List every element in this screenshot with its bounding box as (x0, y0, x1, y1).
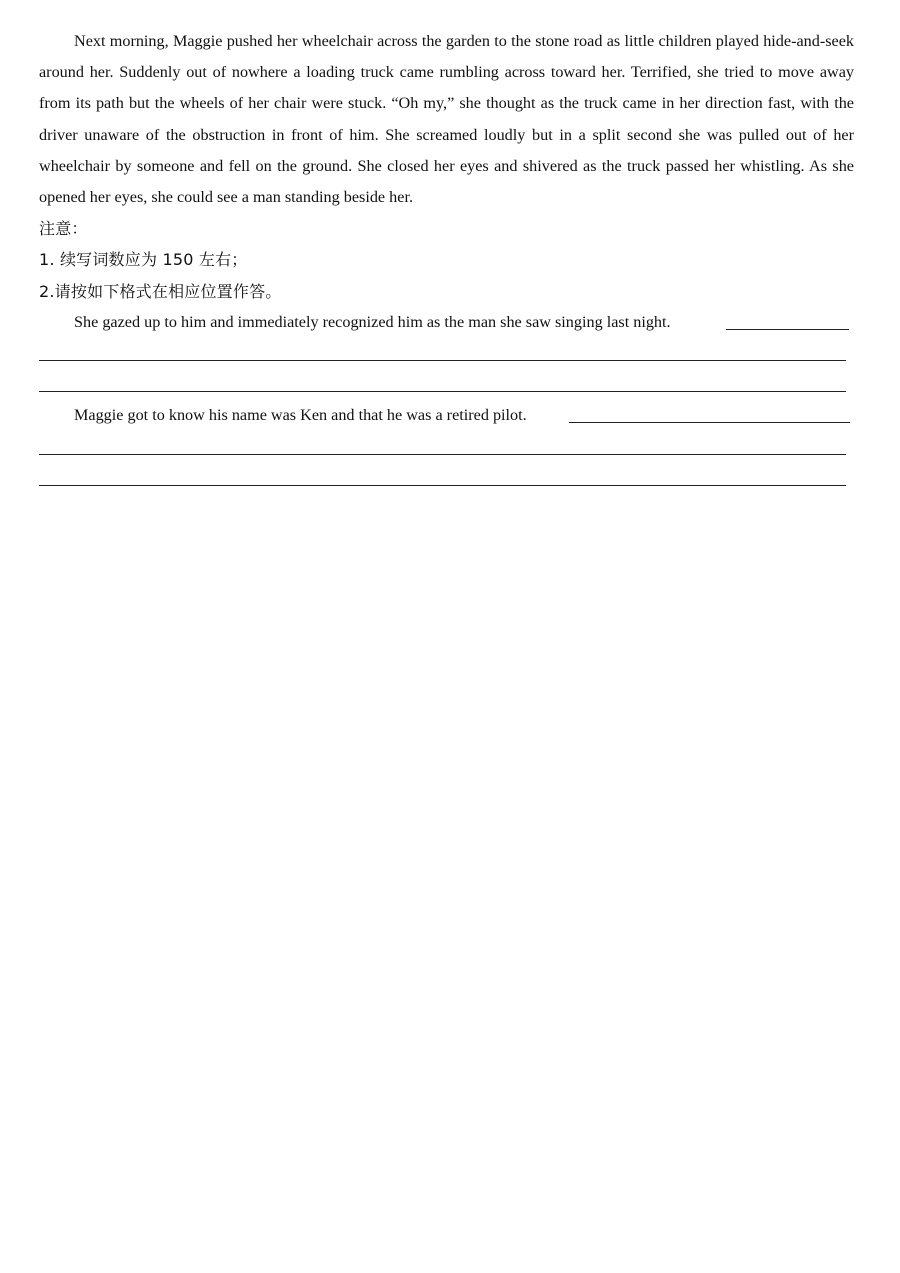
answer-line[interactable] (39, 432, 854, 463)
continuation-prompt-1: She gazed up to him and immediately recognized him as the man she saw singing last night. (74, 312, 671, 331)
answer-blank-2[interactable] (569, 422, 850, 423)
instructions-heading: 注意： (39, 219, 88, 239)
story-passage: Next morning, Maggie pushed her wheelchair across the garden to the stone road as little children played hide-and-seek around her. Suddenly out of nowhere a loading truck came rumbling across toward her. Terrified, she tried to move away from its path but the wheels of her chair were stuck. “Oh my,” she thought as the truck came in her direction fast, with the driver unaware of the obstruction in front of him. She screamed loudly but in a split second she was pulled out of her wheelchair by someone and fell on the ground. She closed her eyes and shivered as the truck passed her whistling. As she opened her eyes, she could see a man standing beside her. (39, 32, 854, 207)
answer-line[interactable] (39, 338, 854, 369)
prompt-row-1 (39, 307, 854, 338)
answer-line[interactable] (39, 463, 854, 494)
writing-section-1 (39, 307, 854, 401)
instruction-format: 2.请按如下格式在相应位置作答。 (39, 281, 282, 301)
instruction-word-count: 1. 续写词数应为 150 左右； (39, 250, 248, 270)
answer-blank-1[interactable] (726, 329, 849, 330)
answer-line[interactable] (39, 369, 854, 400)
writing-section-2 (39, 400, 854, 494)
worksheet-page (39, 26, 854, 494)
instructions (39, 213, 854, 307)
continuation-prompt-2: Maggie got to know his name was Ken and that he was a retired pilot. (74, 406, 527, 425)
prompt-row-2 (39, 400, 854, 431)
